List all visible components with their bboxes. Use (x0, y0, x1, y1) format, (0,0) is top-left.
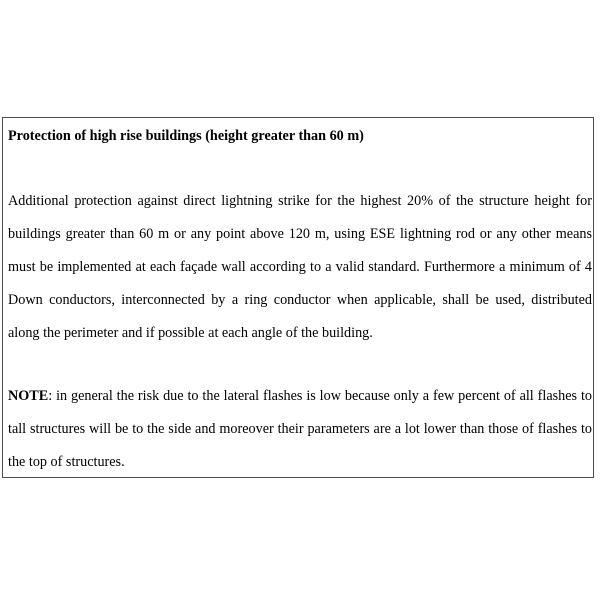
note-text: : in general the risk due to the lateral flashes is low because only a few percent of all flashes to tall structures will be to the side and moreover their parameters are a lot lower than those of flashes to the top of structures. (8, 388, 592, 470)
section-title: Protection of high rise buildings (height greater than 60 m) (8, 128, 364, 144)
note-paragraph (8, 380, 592, 479)
note-label: NOTE (8, 388, 49, 404)
protection-paragraph: Additional protection against direct lightning strike for the highest 20% of the structure height for buildings greater than 60 m or any point above 120 m, using ESE lightning rod or any other means must be implemented at each façade wall according to a valid standard. Furthermore a minimum of 4 Down conductors, interconnected by a ring conductor when applicable, shall be used, distributed along the perimeter and if possible at each angle of the building. (8, 193, 592, 341)
